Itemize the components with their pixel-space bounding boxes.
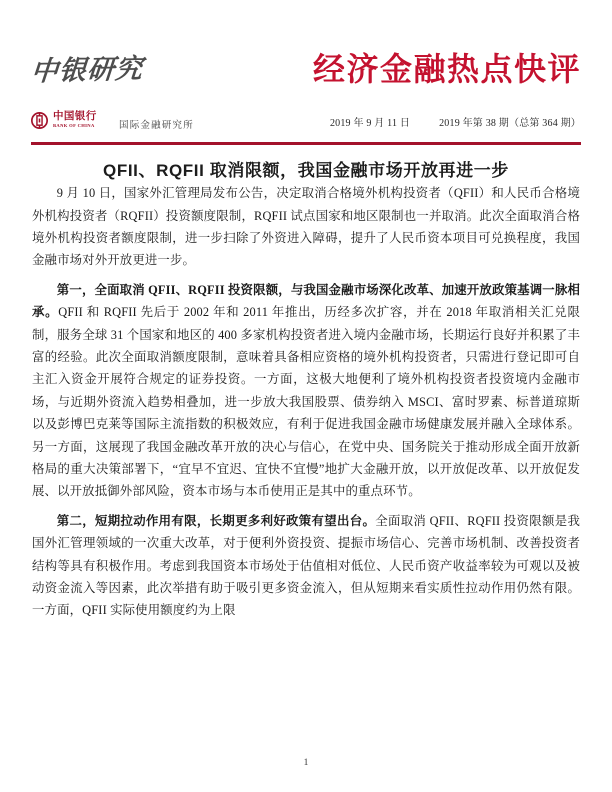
- series-title: 经济金融热点快评: [312, 51, 581, 87]
- institute-name: 国际金融研究所: [119, 121, 194, 131]
- bank-name-block: [53, 112, 97, 128]
- publication-date: 2019 年 9 月 11 日: [329, 118, 411, 129]
- brand-script-logo: 中银研究: [29, 53, 145, 87]
- bank-of-china-logo: [31, 112, 97, 129]
- paragraph-point-one: [32, 279, 580, 503]
- article-body: [0, 150, 612, 622]
- article-paragraphs: [0, 182, 612, 622]
- page-title: QFII、RQFII 取消限额，我国金融市场开放再进一步: [103, 161, 509, 180]
- issue-number: 2019 年第 38 期（总第 364 期）: [439, 118, 581, 129]
- paragraph-text: 9 月 10 日，国家外汇管理局发布公告，决定取消合格境外机构投资者（QFII）和人民币合格境外机构投资者（RQFII）投资额度限制，RQFII 试点国家和地区限制也一并取消。此次全面取消合格境外机构投资者额度限制，进一步扫除了外资进入障碍，提升了人民币资本项目可兑换程度，我国金融市场对外开放更进一步。: [32, 186, 580, 268]
- paragraph-lead: 第二，短期拉动作用有限，长期更多利好政策有望出台。: [56, 513, 376, 528]
- bank-of-china-logo-icon: [31, 112, 48, 129]
- paragraph-intro: [32, 182, 580, 272]
- masthead-divider: [31, 142, 581, 145]
- bank-name-cn: 中国银行: [53, 111, 97, 123]
- issue-info: [330, 114, 581, 129]
- page-number: 1: [303, 758, 309, 768]
- paragraph-text: 全面取消 QFII、RQFII 投资限额是我国外汇管理领域的一次重大改革，对于便利外资投资、提振市场信心、完善市场机制、改善投资者结构等具有积极作用。考虑到我国资本市场处于估值相对低位、人民币资产收益率较为可观以及被动资金流入等因素，此次举措有助于吸引更多资金流入，但从短期来看实质性拉动作用仍然有限。一方面，QFII 实际使用额度约为上限: [32, 513, 581, 618]
- paragraph-text: QFII 和 RQFII 先后于 2002 年和 2011 年推出，历经多次扩容，并在 2018 年取消相关汇兑限制，服务全球 31 个国家和地区的 400 多家机构投资者进入境内金融市场，长期运行良好并积累了丰富的经验。此次全面取消额度限制，意味着具备相应资格的境外机构投资者，只需进行登记即可自主汇入资金开展符合规定的证券投资。一方面，这极大地便利了境外机构投资者投资境内金融市场，与近期外资流入趋势相叠加，进一步放大我国股票、债券纳入 MSCI、富时罗素、标普道琼斯以及彭博巴克莱等国际主流指数的积极效应，有利于促进我国金融市场健康发展并融入全球体系。另一方面，这展现了我国金融改革开放的决心与信心，在党中央、国务院关于推动形成全面开放新格局的重大决策部署下，“宜早不宜迟、宜快不宜慢”地扩大金融开放，以开放促改革、以开放促发展、以开放抵御外部风险，资本市场与本币使用正是其中的重点环节。: [32, 305, 580, 499]
- paragraph-lead: 第一，全面取消 QFII、RQFII 投资限额，与我国金融市场深化改革、加速开放政策基调一脉相承。: [32, 282, 580, 320]
- bank-name-en: BANK OF CHINA: [53, 122, 95, 128]
- document-masthead: [0, 0, 612, 150]
- paragraph-point-two: [32, 510, 580, 622]
